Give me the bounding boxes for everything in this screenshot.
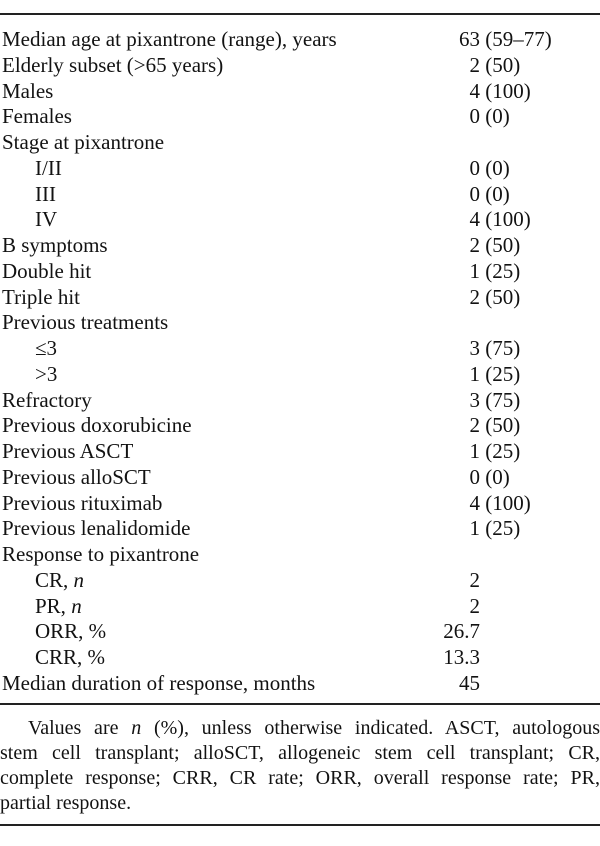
table-row bbox=[0, 79, 600, 105]
row-value bbox=[380, 568, 480, 594]
table-top-rule bbox=[0, 13, 600, 15]
row-label: >3 bbox=[35, 361, 58, 386]
table-row bbox=[0, 156, 600, 182]
row-value-number: 4 bbox=[469, 78, 480, 103]
table-row bbox=[0, 259, 600, 285]
row-value-number: 0 bbox=[469, 181, 480, 206]
row-value bbox=[380, 542, 480, 568]
row-value-number: 2 bbox=[469, 284, 480, 309]
row-value bbox=[380, 594, 480, 620]
row-value-percent: (25) bbox=[480, 516, 521, 541]
row-value bbox=[380, 336, 520, 362]
row-label: Response to pixantrone bbox=[2, 542, 200, 566]
table-row bbox=[0, 27, 600, 53]
row-value-percent: (0) bbox=[480, 181, 510, 206]
row-value-percent: (50) bbox=[480, 233, 521, 257]
table-row bbox=[0, 671, 600, 697]
table-row bbox=[0, 516, 600, 542]
row-label: Previous lenalidomide bbox=[2, 516, 191, 541]
row-label: PR, n bbox=[35, 593, 82, 618]
table-row bbox=[0, 568, 600, 594]
row-value-percent: (59–77) bbox=[480, 27, 552, 51]
row-value-number: 0 bbox=[469, 464, 480, 489]
row-value bbox=[380, 310, 480, 336]
row-value bbox=[380, 207, 531, 233]
row-value bbox=[380, 388, 520, 414]
table-row bbox=[0, 491, 600, 517]
row-value-percent: (75) bbox=[480, 336, 521, 360]
row-value-percent: (50) bbox=[480, 413, 521, 438]
row-value bbox=[380, 491, 531, 517]
row-label-italic: n bbox=[73, 567, 85, 592]
footnote-line-1 bbox=[0, 716, 600, 741]
row-value-number: 1 bbox=[469, 361, 480, 386]
row-value bbox=[380, 362, 520, 388]
row-label: CR, n bbox=[35, 567, 85, 592]
row-value-percent: (50) bbox=[480, 284, 521, 309]
table-rows bbox=[0, 27, 600, 697]
row-value-percent: (100) bbox=[480, 490, 531, 515]
row-value bbox=[380, 465, 510, 491]
row-label: Previous treatments bbox=[2, 310, 169, 335]
row-label: Median age at pixantrone (range), years bbox=[2, 27, 337, 51]
row-label: ≤3 bbox=[35, 336, 58, 360]
row-label: Elderly subset (>65 years) bbox=[2, 52, 224, 77]
footnote-italic-n: n bbox=[131, 717, 142, 739]
row-value-number: 0 bbox=[469, 155, 480, 180]
row-label: Previous rituximab bbox=[2, 490, 163, 515]
table-row bbox=[0, 53, 600, 79]
table-row bbox=[0, 594, 600, 620]
row-label: Median duration of response, months bbox=[2, 670, 316, 695]
row-label: Double hit bbox=[2, 258, 92, 283]
footnote-line-3: complete response; CRR, CR rate; ORR, overall response rate; PR, bbox=[0, 767, 600, 789]
row-label: CRR, % bbox=[35, 645, 106, 669]
table-row bbox=[0, 362, 600, 388]
table-row bbox=[0, 542, 600, 568]
footnote-line-4: partial response. bbox=[0, 792, 132, 814]
row-value-percent: (25) bbox=[480, 258, 521, 283]
row-value-percent: (25) bbox=[480, 361, 521, 386]
row-value-percent: (25) bbox=[480, 439, 521, 463]
row-value-number: 63 bbox=[459, 27, 480, 51]
table-row bbox=[0, 182, 600, 208]
row-label: III bbox=[35, 181, 56, 206]
row-value bbox=[380, 619, 480, 645]
row-value-percent: (50) bbox=[480, 52, 521, 77]
footnote-text: Values are bbox=[28, 717, 132, 739]
row-value-number: 0 bbox=[469, 104, 480, 129]
row-value-number: 1 bbox=[469, 258, 480, 283]
footnote-text: (%), unless otherwise indicated. ASCT, autologous bbox=[141, 717, 600, 739]
table-row bbox=[0, 285, 600, 311]
row-value bbox=[380, 259, 520, 285]
table-row bbox=[0, 645, 600, 671]
row-value-number: 3 bbox=[469, 387, 480, 412]
row-value bbox=[380, 439, 520, 465]
row-value bbox=[380, 516, 520, 542]
row-label: Males bbox=[2, 78, 54, 103]
row-value bbox=[380, 285, 520, 311]
table-row bbox=[0, 310, 600, 336]
table-row bbox=[0, 130, 600, 156]
table-mid-rule bbox=[0, 703, 600, 705]
table-row bbox=[0, 619, 600, 645]
row-value-number: 2 bbox=[469, 413, 480, 438]
table-row bbox=[0, 104, 600, 130]
row-value bbox=[380, 182, 510, 208]
row-label: Previous alloSCT bbox=[2, 464, 151, 489]
row-value-number: 2 bbox=[469, 52, 480, 77]
row-label: Refractory bbox=[2, 387, 92, 412]
row-value bbox=[380, 79, 531, 105]
row-value bbox=[380, 156, 510, 182]
row-value bbox=[380, 130, 480, 156]
row-label: B symptoms bbox=[2, 233, 108, 257]
table-row bbox=[0, 388, 600, 414]
row-label: I/II bbox=[35, 155, 62, 180]
row-label: ORR, % bbox=[35, 619, 107, 644]
row-value-percent: (0) bbox=[480, 464, 510, 489]
row-value-percent: (0) bbox=[480, 155, 510, 180]
table-row bbox=[0, 207, 600, 233]
table-row bbox=[0, 336, 600, 362]
row-value-number: 1 bbox=[469, 439, 480, 463]
row-value-number: 3 bbox=[469, 336, 480, 360]
row-label: Females bbox=[2, 104, 72, 129]
row-value bbox=[380, 104, 510, 130]
row-value-percent: (100) bbox=[480, 78, 531, 103]
row-value-number: 13.3 bbox=[443, 645, 480, 669]
table-row bbox=[0, 465, 600, 491]
row-value-number: 45 bbox=[459, 670, 480, 695]
row-value-number: 2 bbox=[469, 233, 480, 257]
row-label-italic: n bbox=[71, 593, 82, 618]
footnote-line-2: stem cell transplant; alloSCT, allogeneic stem cell transplant; CR, bbox=[0, 742, 600, 764]
row-value-percent: (0) bbox=[480, 104, 510, 129]
row-label: Stage at pixantrone bbox=[2, 130, 165, 154]
row-value bbox=[380, 53, 520, 79]
row-value-number: 26.7 bbox=[443, 619, 480, 644]
row-value bbox=[380, 233, 520, 259]
row-value-number: 2 bbox=[469, 567, 480, 592]
row-value-percent: (75) bbox=[480, 387, 521, 412]
row-value bbox=[380, 671, 480, 697]
row-label: Triple hit bbox=[2, 284, 80, 309]
row-label: Previous doxorubicine bbox=[2, 413, 192, 438]
table-row bbox=[0, 233, 600, 259]
table-row bbox=[0, 413, 600, 439]
table-bottom-rule bbox=[0, 824, 600, 826]
row-label: IV bbox=[35, 207, 58, 232]
row-value-number: 4 bbox=[469, 490, 480, 515]
table-row bbox=[0, 439, 600, 465]
row-value bbox=[380, 645, 480, 671]
row-label: Previous ASCT bbox=[2, 439, 134, 463]
row-value-number: 2 bbox=[469, 593, 480, 618]
footnote bbox=[0, 716, 600, 816]
row-value-percent: (100) bbox=[480, 207, 531, 232]
row-value-number: 1 bbox=[469, 516, 480, 541]
row-value-number: 4 bbox=[469, 207, 480, 232]
row-value bbox=[380, 27, 552, 53]
row-value bbox=[380, 413, 520, 439]
